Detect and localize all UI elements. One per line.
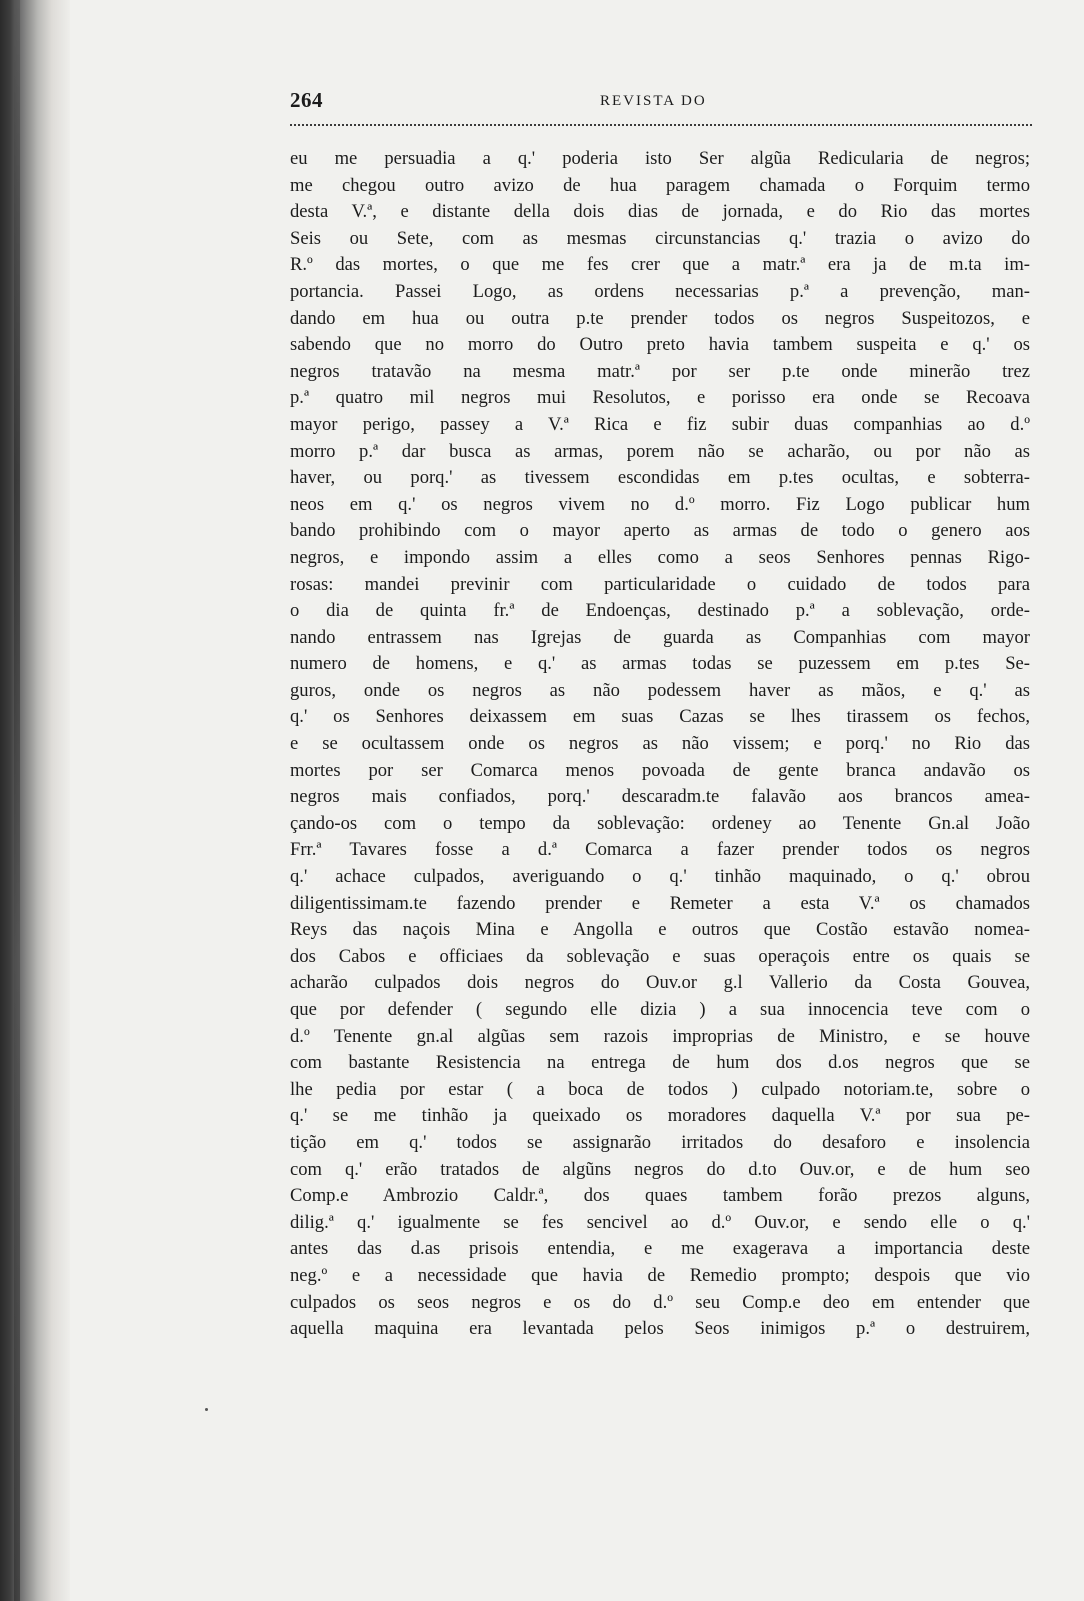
- text-line: Seis ou Sete, com as mesmas circunstancias q.' trazia o avizo do: [290, 227, 1030, 249]
- body-text: [290, 146, 1030, 1343]
- text-line: me chegou outro avizo de hua paragem chamada o Forquim termo: [290, 174, 1030, 196]
- running-title: REVISTA DO: [600, 93, 707, 109]
- text-line: Comp.e Ambrozio Caldr.ª, dos quaes tambem forão prezos alguns,: [290, 1185, 1030, 1207]
- text-line: Frr.ª Tavares fosse a d.ª Comarca a fazer prender todos os negros: [290, 839, 1030, 861]
- text-line: q.' achace culpados, averiguando o q.' tinhão maquinado, o q.' obrou: [290, 866, 1030, 888]
- text-line: lhe pedia por estar ( a boca de todos ) culpado notoriam.te, sobre o: [290, 1078, 1030, 1100]
- page-speck: [205, 1408, 208, 1411]
- text-line: Reys das naçois Mina e Angolla e outros que Costão estavão nomea-: [290, 919, 1030, 941]
- text-line: o dia de quinta fr.ª de Endoenças, destinado p.ª a soblevação, orde-: [290, 600, 1030, 622]
- text-line: bando prohibindo com o mayor aperto as armas de todo o genero aos: [290, 520, 1030, 542]
- text-line: eu me persuadia a q.' poderia isto Ser algũa Redicularia de negros;: [290, 148, 1030, 169]
- text-line: d.º Tenente gn.al algũas sem razois improprias de Ministro, e se houve: [290, 1025, 1030, 1047]
- text-line: com bastante Resistencia na entrega de hum dos d.os negros que se: [290, 1052, 1030, 1074]
- header-rule: [290, 124, 1032, 126]
- text-line: nando entrassem nas Igrejas de guarda as Companhias com mayor: [290, 626, 1030, 648]
- text-line: q.' os Senhores deixassem em suas Cazas se lhes tirassem os fechos,: [290, 706, 1030, 728]
- running-head: [290, 88, 1030, 118]
- text-line: acharão culpados dois negros do Ouv.or g.l Vallerio da Costa Gouvea,: [290, 972, 1030, 994]
- text-line: tição em q.' todos se assignarão irritados do desaforo e insolencia: [290, 1131, 1030, 1153]
- text-line: aquella maquina era levantada pelos Seos inimigos p.ª o destruirem,: [290, 1318, 1030, 1340]
- page-number: 264: [290, 88, 323, 112]
- text-line: çando-os com o tempo da soblevação: ordeney ao Tenente Gn.al João: [290, 812, 1030, 834]
- text-line: sabendo que no morro do Outro preto havia tambem suspeita e q.' os: [290, 334, 1030, 356]
- text-line: negros, e impondo assim a elles como a seos Senhores pennas Rigo-: [290, 546, 1030, 568]
- text-line: que por defender ( segundo elle dizia ) a sua innocencia teve com o: [290, 999, 1030, 1020]
- text-line: negros mais confiados, porq.' descaradm.te falavão aos brancos amea-: [290, 786, 1030, 808]
- text-line: dilig.ª q.' igualmente se fes sencivel ao d.º Ouv.or, e sendo elle o q.': [290, 1211, 1030, 1233]
- text-line: p.ª quatro mil negros mui Resolutos, e porisso era onde se Recoava: [290, 387, 1030, 409]
- spine-streak: [14, 0, 20, 1601]
- book-spine-shadow: [0, 0, 70, 1601]
- text-line: haver, ou porq.' as tivessem escondidas em p.tes ocultas, e sobterra-: [290, 467, 1030, 489]
- text-line: neg.º e a necessidade que havia de Remedio prompto; despois que vio: [290, 1264, 1030, 1286]
- text-line: dando em hua ou outra p.te prender todos os negros Suspeitozos, e: [290, 307, 1030, 329]
- text-line: negros tratavão na mesma matr.ª por ser p.te onde minerão trez: [290, 360, 1030, 382]
- text-line: R.º das mortes, o que me fes crer que a matr.ª era ja de m.ta im-: [290, 254, 1030, 276]
- text-line: morro p.ª dar busca as armas, porem não se acharão, ou por não as: [290, 440, 1030, 462]
- text-line: com q.' erão tratados de algũns negros do d.to Ouv.or, e de hum seo: [290, 1158, 1030, 1180]
- text-line: dos Cabos e officiaes da soblevação e suas operaçois entre os quais se: [290, 945, 1030, 967]
- text-line: neos em q.' os negros vivem no d.º morro. Fiz Logo publicar hum: [290, 493, 1030, 515]
- text-line: e se ocultassem onde os negros as não vissem; e porq.' no Rio das: [290, 733, 1030, 755]
- text-line: numero de homens, e q.' as armas todas se puzessem em p.tes Se-: [290, 653, 1030, 675]
- text-line: desta V.ª, e distante della dois dias de jornada, e do Rio das mortes: [290, 201, 1030, 223]
- text-line: diligentissimam.te fazendo prender e Remeter a esta V.ª os chamados: [290, 892, 1030, 914]
- text-line: guros, onde os negros as não podessem haver as mãos, e q.' as: [290, 679, 1030, 701]
- text-line: q.' se me tinhão ja queixado os moradores daquella V.ª por sua pe-: [290, 1105, 1030, 1127]
- text-line: portancia. Passei Logo, as ordens necessarias p.ª a prevenção, man-: [290, 280, 1030, 302]
- text-line: rosas: mandei previnir com particularidade o cuidado de todos para: [290, 573, 1030, 595]
- text-line: mayor perigo, passey a V.ª Rica e fiz subir duas companhias ao d.º: [290, 413, 1030, 435]
- text-line: mortes por ser Comarca menos povoada de gente branca andavão os: [290, 759, 1030, 781]
- document-page: [290, 88, 1030, 1343]
- text-line: antes das d.as prisois entendia, e me exagerava a importancia deste: [290, 1238, 1030, 1260]
- text-line: culpados os seos negros e os do d.º seu Comp.e deo em entender que: [290, 1291, 1030, 1313]
